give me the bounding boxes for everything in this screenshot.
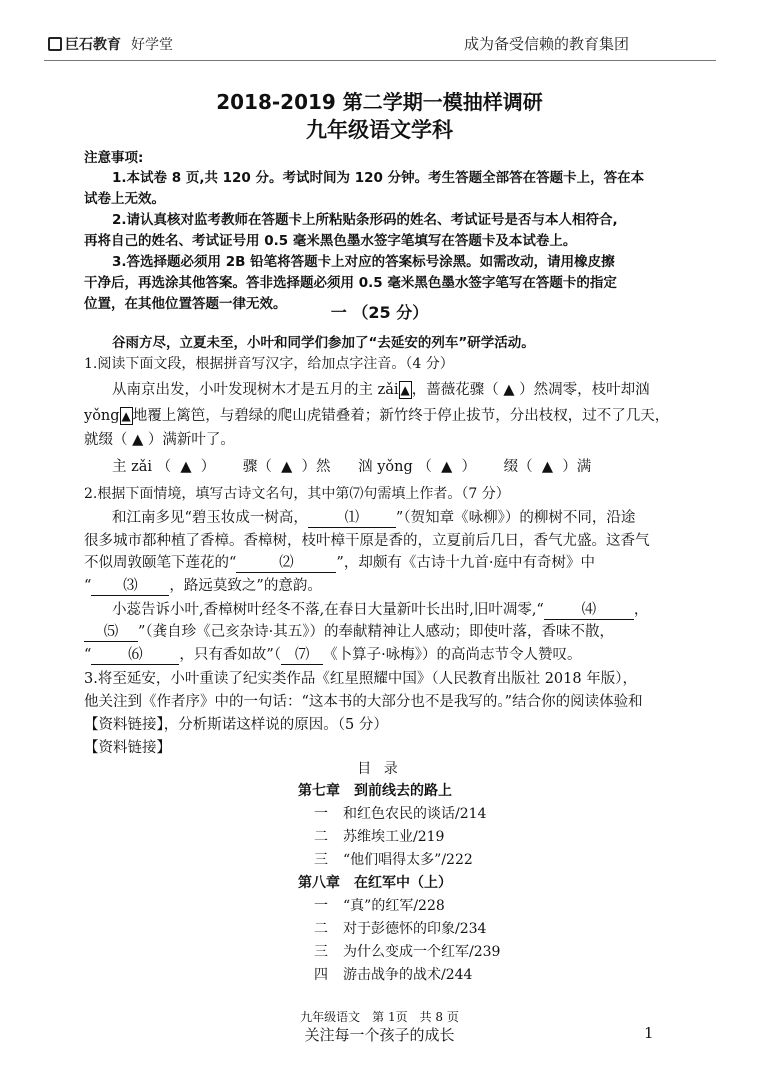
q1-passage-line: yǒng ▲ 地覆上篱笆，与碧绿的爬山虎错叠着；新竹终于停止拔节，分出枝杈，过不了几天，: [84, 408, 670, 424]
question-1-stem: 1.阅读下面文段，根据拼音写汉字，给加点字注音。（4 分）: [84, 356, 454, 372]
q1-passage-line: 从南京出发，小叶发现树木才是五月的主 zǎi ▲ ，蔷薇花骤（ ▲ ）然凋零，枝叶却汹: [112, 382, 650, 398]
q2-passage-line: 和江南多见“碧玉妆成一树高， ⑴ ”（贺知章《咏柳》）的柳树不同，沿途: [112, 506, 635, 528]
question-3-line: 【资料链接】，分析斯诺这样说的原因。（5 分）: [84, 717, 388, 733]
notice-line: 1.本试卷 8 页,共 120 分。考试时间为 120 分钟。考生答题全部答在答题卡上，答在本: [112, 170, 645, 186]
notice-line: 再将自己的姓名、考试证号用 0.5 毫米黑色墨水签字笔填写在答题卡及本试卷上。: [84, 233, 577, 249]
q2-passage-line: “ ⑶ ，路远莫致之”的意韵。: [84, 574, 322, 596]
resource-link-heading: 【资料链接】: [84, 740, 171, 756]
blank-4: ⑷: [544, 598, 634, 620]
exam-subtitle: 九年级语文学科: [306, 118, 453, 142]
toc-item: 一 “真”的红军/228: [314, 898, 445, 914]
blank-2: ⑵: [236, 551, 336, 573]
toc-item: 三 “他们唱得太多”/222: [314, 852, 473, 868]
blank-3: ⑶: [91, 574, 169, 596]
question-2-stem: 2.根据下面情境，填写古诗文名句，其中第⑺句需填上作者。（7 分）: [84, 486, 510, 502]
toc-chapter-title: 第七章 到前线去的路上: [298, 783, 452, 799]
toc-item: 二 苏维埃工业/219: [314, 829, 445, 845]
section-intro: 谷雨方尽，立夏未至，小叶和同学们参加了“去延安的列车”研学活动。: [112, 335, 535, 351]
answer-blank-box: ▲: [400, 383, 410, 397]
page-info: 九年级语文 第 1页 共 8 页: [300, 1010, 459, 1024]
notice-line: 2.请认真核对监考教师在答题卡上所粘贴条形码的姓名、考试证号是否与本人相符合,: [112, 212, 618, 228]
q2-passage-line: 不似周敦颐笔下莲花的“ ⑵ ”，却颇有《古诗十九首·庭中有奇树》中: [84, 551, 595, 573]
q2-passage-line: 小蕊告诉小叶,香樟树叶经冬不落,在春日大量新叶长出时,旧叶凋零,“ ⑷ ，: [112, 598, 648, 620]
toc-item: 二 对于彭德怀的印象/234: [314, 921, 487, 937]
page-number: 1: [644, 1024, 654, 1042]
exam-title: 2018-2019 第二学期一模抽样调研: [216, 90, 543, 114]
blank-5: ⑸: [84, 620, 138, 642]
notice-line: 干净后，再选涂其他答案。答非选择题必须用 0.5 毫米黑色墨水签字笔写在答题卡的指定: [84, 275, 617, 291]
brand-logo-icon: [48, 37, 62, 51]
toc-item: 三 为什么变成一个红军/239: [314, 944, 501, 960]
q1-passage-line: 就缀（ ▲ ）满新叶了。: [84, 432, 235, 448]
blank-1: ⑴: [308, 506, 396, 528]
header-divider: [44, 60, 716, 61]
toc-heading: 目 录: [357, 761, 402, 777]
header-slogan: 成为备受信赖的教育集团: [464, 35, 630, 53]
footer-slogan: 关注每一个孩子的成长: [304, 1026, 455, 1044]
brand-name-1: 巨石教育: [65, 37, 121, 53]
toc-item: 四 游击战争的战术/244: [314, 967, 473, 983]
notice-heading: 注意事项:: [84, 150, 144, 166]
brand-name-2: 好学堂: [131, 37, 173, 53]
notice-line: 位置，在其他位置答题一律无效。: [84, 296, 287, 312]
toc-chapter-title: 第八章 在红军中（上）: [298, 875, 452, 891]
notice-line: 3.答选择题必须用 2B 铅笔将答题卡上对应的答案标号涂黑。如需改动，请用橡皮擦: [112, 254, 615, 270]
q2-passage-line: 很多城市都种植了香樟。香樟树，枝叶樟干原是香的，立夏前后几日，香气尤盛。这香气: [84, 533, 650, 549]
q1-answer-line: 主 zǎi （ ▲ ） 骤（ ▲ ）然 汹 yǒng （ ▲ ） 缀（ ▲ ）满: [112, 459, 592, 475]
blank-7: ⑺: [281, 643, 323, 665]
blank-6: ⑹: [91, 643, 179, 665]
q2-passage-line: “ ⑹ ，只有香如故”（ ⑺ 《卜算子·咏梅》）的高尚志节令人赞叹。: [84, 643, 581, 665]
section-title: 一 （25 分）: [330, 303, 429, 322]
q2-passage-line: ⑸ ”（龚自珍《己亥杂诗·其五》）的奉献精神让人感动；即使叶落，香味不散，: [84, 620, 614, 642]
answer-blank-box: ▲: [121, 409, 131, 423]
notice-line: 试卷上无效。: [84, 191, 165, 207]
toc-item: 一 和红色农民的谈话/214: [314, 806, 487, 822]
question-3-line: 他关注到《作者序》中的一句话：“这本书的大部分也不是我写的。”结合你的阅读体验和: [84, 694, 643, 710]
question-3-line: 3.将至延安，小叶重读了纪实类作品《红星照耀中国》（人民教育出版社 2018 年版），: [84, 671, 637, 687]
header-logo: [48, 34, 173, 54]
